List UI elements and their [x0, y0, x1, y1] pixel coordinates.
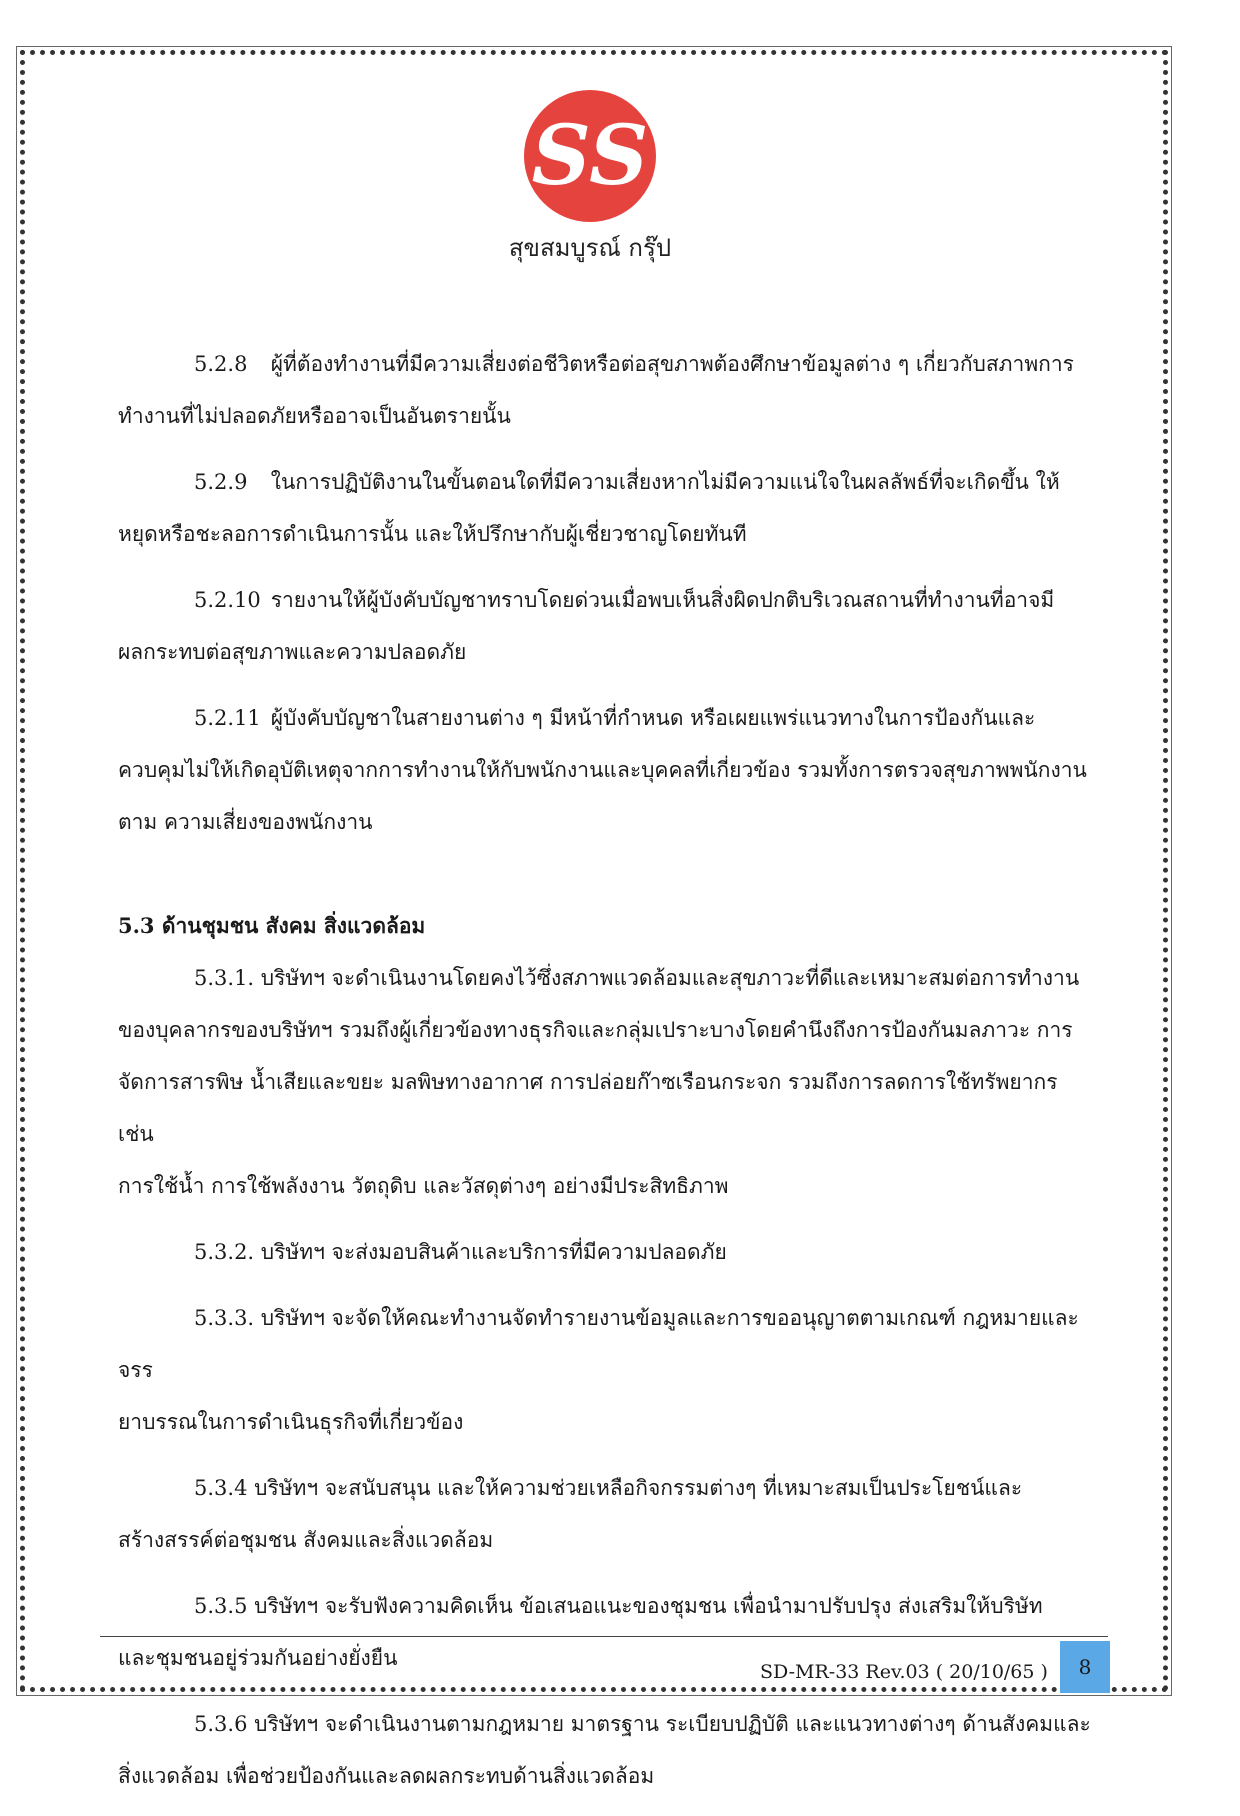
item-number: 5.2.8 [194, 352, 248, 376]
item-text: 5.3.5 บริษัทฯ จะรับฟังความคิดเห็น ข้อเสนอแนะของชุมชน เพื่อนำมาปรับปรุง ส่งเสริมให้บริษัท [194, 1594, 1043, 1618]
list-item [118, 574, 1098, 678]
item-text: รายงานให้ผู้บังคับบัญชาทราบโดยด่วนเมื่อพบเห็นสิ่งผิดปกติบริเวณสถานที่ทำงานที่อาจมี [270, 588, 1055, 612]
item-text-continued: ควบคุมไม่ให้เกิดอุบัติเหตุจากการทำงานให้กับพนักงานและบุคคลที่เกี่ยวข้อง รวมทั้งการตรวจสุขภาพพนักงาน [118, 758, 1087, 782]
item-text-continued: ตาม ความเสี่ยงของพนักงาน [118, 810, 373, 834]
ss-logo-icon [520, 86, 660, 226]
item-number: 5.2.9 [194, 470, 248, 494]
item-text-continued: ของบุคลากรของบริษัทฯ รวมถึงผู้เกี่ยวข้องทางธุรกิจและกลุ่มเปราะบางโดยคำนึงถึงการป้องกันมลภาวะ การ [118, 1018, 1073, 1042]
item-text: 5.3.2. บริษัทฯ จะส่งมอบสินค้าและบริการที่มีความปลอดภัย [194, 1240, 727, 1264]
document-body [118, 338, 1098, 1816]
item-text: ผู้บังคับบัญชาในสายงานต่าง ๆ มีหน้าที่กำหนด หรือเผยแพร่แนวทางในการป้องกันและ [270, 706, 1036, 730]
item-text-continued: ทำงานที่ไม่ปลอดภัยหรืออาจเป็นอันตรายนั้น [118, 404, 511, 428]
svg-text:SS: SS [531, 108, 649, 204]
page-number: 8 [1060, 1641, 1110, 1693]
list-item [118, 1698, 1098, 1802]
document-code: SD-MR-33 Rev.03 ( 20/10/65 ) [760, 1661, 1048, 1683]
item-text: ผู้ที่ต้องทำงานที่มีความเสี่ยงต่อชีวิตหรือต่อสุขภาพต้องศึกษาข้อมูลต่าง ๆ เกี่ยวกับสภาพการ [270, 352, 1074, 376]
footer-divider [100, 1636, 1108, 1637]
list-item [118, 692, 1098, 848]
item-text-continued: การใช้น้ำ การใช้พลังงาน วัตถุดิบ และวัสดุต่างๆ อย่างมีประสิทธิภาพ [118, 1174, 729, 1198]
item-text: 5.3.4 บริษัทฯ จะสนับสนุน และให้ความช่วยเหลือกิจกรรมต่างๆ ที่เหมาะสมเป็นประโยชน์และ [194, 1476, 1023, 1500]
list-item [118, 1226, 1098, 1278]
company-name: สุขสมบูรณ์ กรุ๊ป [508, 234, 672, 262]
item-text-continued: จัดการสารพิษ น้ำเสียและขยะ มลพิษทางอากาศ การปล่อยก๊าซเรือนกระจก รวมถึงการลดการใช้ทรัพยากร เช่น [118, 1070, 1058, 1146]
list-item [118, 338, 1098, 442]
section-heading: 5.3 ด้านชุมชน สังคม สิ่งแวดล้อม [118, 913, 426, 938]
list-item [118, 952, 1098, 1212]
company-logo [480, 86, 700, 267]
item-text: ในการปฏิบัติงานในขั้นตอนใดที่มีความเสี่ยงหากไม่มีความแน่ใจในผลลัพธ์ที่จะเกิดขึ้น ให้ [270, 470, 1060, 494]
item-text-continued: สร้างสรรค์ต่อชุมชน สังคมและสิ่งแวดล้อม [118, 1528, 494, 1552]
item-text: 5.3.3. บริษัทฯ จะจัดให้คณะทำงานจัดทำรายงานข้อมูลและการขออนุญาตตามเกณฑ์ กฎหมายและจรร [118, 1306, 1079, 1382]
list-item [118, 456, 1098, 560]
item-number: 5.2.10 [194, 588, 261, 612]
item-text-continued: หยุดหรือชะลอการดำเนินการนั้น และให้ปรึกษากับผู้เชี่ยวชาญโดยทันที [118, 522, 747, 546]
item-text: 5.3.1. บริษัทฯ จะดำเนินงานโดยคงไว้ซึ่งสภาพแวดล้อมและสุขภาวะที่ดีและเหมาะสมต่อการทำงาน [194, 966, 1080, 990]
item-text-continued: ยาบรรณในการดำเนินธุรกิจที่เกี่ยวข้อง [118, 1410, 464, 1434]
item-text-continued: สิ่งแวดล้อม เพื่อช่วยป้องกันและลดผลกระทบด้านสิ่งแวดล้อม [118, 1764, 655, 1788]
item-number: 5.2.11 [194, 706, 261, 730]
item-text: 5.3.6 บริษัทฯ จะดำเนินงานตามกฎหมาย มาตรฐาน ระเบียบปฏิบัติ และแนวทางต่างๆ ด้านสังคมและ [194, 1712, 1091, 1736]
item-text-continued: และชุมชนอยู่ร่วมกันอย่างยั่งยืน [118, 1646, 398, 1670]
item-text-continued: ผลกระทบต่อสุขภาพและความปลอดภัย [118, 640, 467, 664]
list-item [118, 1462, 1098, 1566]
list-item [118, 1292, 1098, 1448]
